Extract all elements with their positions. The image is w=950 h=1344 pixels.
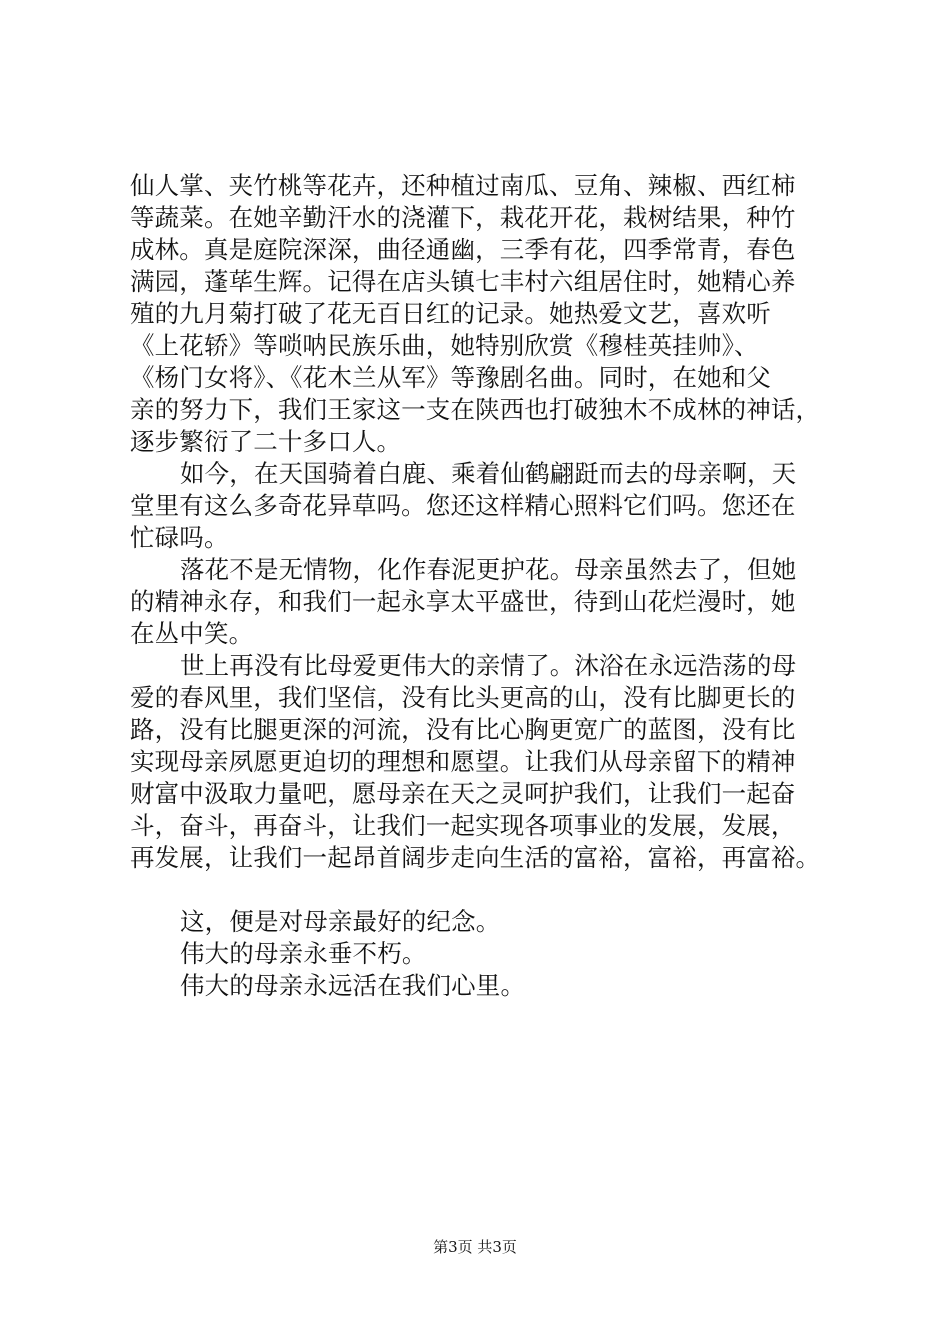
text-line: 成林。真是庭院深深，曲径通幽，三季有花，四季常青，春色	[130, 235, 796, 264]
text-line: 实现母亲夙愿更迫切的理想和愿望。让我们从母亲留下的精神	[130, 747, 796, 776]
text-line: 世上再没有比母爱更伟大的亲情了。沐浴在永远浩荡的母	[180, 651, 797, 680]
text-line: 逐步繁衍了二十多口人。	[130, 427, 402, 456]
text-line: 忙碌吗。	[130, 523, 229, 552]
text-line: 这，便是对母亲最好的纪念。	[180, 907, 501, 936]
text-line: 财富中汲取力量吧，愿母亲在天之灵呵护我们，让我们一起奋	[130, 779, 796, 808]
text-line: 等蔬菜。在她辛勤汗水的浇灌下，栽花开花，栽树结果，种竹	[130, 203, 796, 232]
text-line: 落花不是无情物，化作春泥更护花。母亲虽然去了，但她	[180, 555, 797, 584]
text-line: 伟大的母亲永垂不朽。	[180, 939, 427, 968]
text-line: 《杨门女将》、《花木兰从军》等豫剧名曲。同时，在她和父	[130, 363, 772, 392]
text-line: 爱的春风里，我们坚信，没有比头更高的山，没有比脚更长的	[130, 683, 796, 712]
text-line: 殖的九月菊打破了花无百日红的记录。她热爱文艺，喜欢听	[130, 299, 771, 328]
text-line: 的精神永存，和我们一起永享太平盛世，待到山花烂漫时，她	[130, 587, 796, 616]
page-footer: 第3页 共3页	[433, 1238, 517, 1256]
text-line: 在丛中笑。	[130, 619, 254, 648]
text-line: 亲的努力下，我们王家这一支在陕西也打破独木不成林的神话，	[130, 395, 821, 424]
text-line: 再发展，让我们一起昂首阔步走向生活的富裕，富裕，再富裕。	[130, 843, 821, 872]
text-line: 《上花轿》等唢呐民族乐曲，她特别欣赏《穆桂英挂帅》、	[130, 331, 759, 360]
text-line: 满园，蓬荜生辉。记得在店头镇七丰村六组居住时，她精心养	[130, 267, 796, 296]
text-line: 堂里有这么多奇花异草吗。您还这样精心照料它们吗。您还在	[130, 491, 796, 520]
text-line: 伟大的母亲永远活在我们心里。	[180, 971, 526, 1000]
text-line: 路，没有比腿更深的河流，没有比心胸更宽广的蓝图，没有比	[130, 715, 796, 744]
text-line: 仙人掌、夹竹桃等花卉，还种植过南瓜、豆角、辣椒、西红柿	[130, 171, 796, 200]
text-line: 如今，在天国骑着白鹿、乘着仙鹤翩跹而去的母亲啊，天	[180, 459, 797, 488]
text-line: 斗，奋斗，再奋斗，让我们一起实现各项事业的发展，发展，	[130, 811, 796, 840]
